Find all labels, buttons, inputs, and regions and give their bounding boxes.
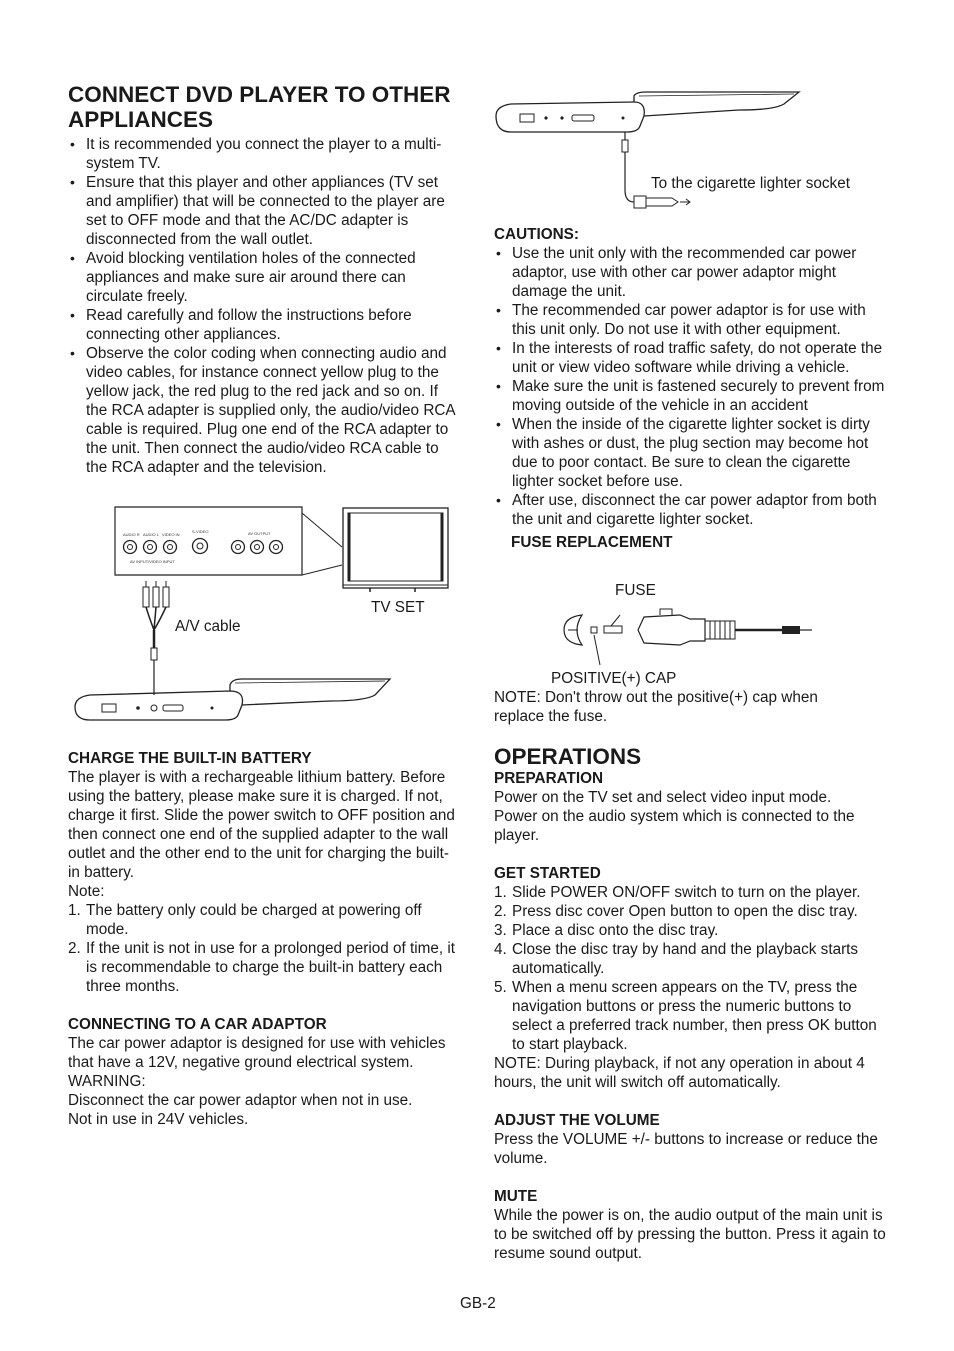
car-title: CONNECTING TO A CAR ADAPTOR (68, 1016, 327, 1033)
get-started-note: NOTE: During playback, if not any operation in about 4 hours, the unit will switch off automatically. (494, 1055, 865, 1091)
list-item: 5. When a menu screen appears on the TV, press the navigation buttons or press the numeric buttons to select a preferred track number, then press OK button to start playback. (494, 979, 877, 1053)
left-column (68, 82, 460, 477)
list-item: • Ensure that this player and other appliances (TV set and amplifier) that will be connected to the player are set to OFF mode and that the AC/DC adapter is disconnected from the wall outlet. (68, 173, 460, 249)
jack-label: VIDEO IN (162, 532, 180, 537)
cautions-list (494, 244, 886, 529)
right-column-lower (494, 688, 886, 1263)
car-warning-2: Not in use in 24V vehicles. (68, 1111, 249, 1128)
car-adapter-figure (494, 90, 814, 220)
car-text: The car power adaptor is designed for use with vehicles that have a 12V, negative ground electrical system. (68, 1035, 446, 1071)
volume-text: Press the VOLUME +/- buttons to increase or reduce the volume. (494, 1131, 878, 1167)
prep-text-1: Power on the TV set and select video input mode. (494, 789, 832, 806)
list-item: • Use the unit only with the recommended car power adaptor, use with other car power adaptor might damage the unit. (494, 244, 886, 301)
list-item: 1. Slide POWER ON/OFF switch to turn on the player. (494, 884, 861, 901)
connect-list (68, 135, 460, 477)
list-item: • Make sure the unit is fastened securely to prevent from moving outside of the vehicle in an accident (494, 377, 886, 415)
mute-text: While the power is on, the audio output of the main unit is to be switched off by pressing the button. Press it again to resume sound output. (494, 1207, 886, 1262)
charge-note-label: Note: (68, 883, 105, 900)
right-column-upper (494, 225, 886, 552)
list-item: 1. The battery only could be charged at powering off mode. (68, 902, 422, 938)
list-item: • Observe the color coding when connecting audio and video cables, for instance connect yellow plug to the yellow jack, the red plug to the red jack and so on. If the RCA adapter is supplied only, the audio/video RCA cable is required. Plug one end of the RCA adapter to the unit. Then connect the audio/video RCA cable to the RCA adapter and the television. (68, 344, 460, 477)
jack-label: AUDIO L (143, 532, 160, 537)
get-started-title: GET STARTED (494, 865, 601, 882)
list-item: 4. Close the disc tray by hand and the playback starts automatically. (494, 941, 859, 977)
list-item: 2. If the unit is not in use for a prolonged period of time, it is recommendable to charge the built-in battery each three months. (68, 940, 456, 995)
list-item: 3. Place a disc onto the disc tray. (494, 922, 719, 939)
fuse-note: NOTE: Don't throw out the positive(+) cap when replace the fuse. (494, 689, 818, 725)
list-item: • It is recommended you connect the player to a multi-system TV. (68, 135, 460, 173)
fuse-figure (560, 605, 820, 665)
cautions-title: CAUTIONS: (494, 226, 579, 243)
list-item: • In the interests of road traffic safety, do not operate the unit or view video software while driving a vehicle. (494, 339, 886, 377)
av-cable-label: A/V cable (175, 618, 241, 635)
jack-label: S-VIDEO (192, 529, 209, 534)
jack-label: AV INPUT/VIDEO INPUT (130, 559, 175, 564)
positive-cap-label: POSITIVE(+) CAP (551, 670, 677, 687)
get-started-list (494, 883, 886, 1054)
list-item: • When the inside of the cigarette lighter socket is dirty with ashes or dust, the plug section may become hot due to poor contact. Be sure to clean the cigarette lighter socket before use. (494, 415, 886, 491)
operations-title: OPERATIONS (494, 744, 642, 769)
charge-title: CHARGE THE BUILT-IN BATTERY (68, 750, 312, 767)
connect-title: CONNECT DVD PLAYER TO OTHER APPLIANCES (68, 82, 451, 132)
left-column-lower (68, 749, 460, 1129)
page-number: GB-2 (460, 1295, 496, 1312)
list-item: • Avoid blocking ventilation holes of the connected appliances and make sure air around there can circulate freely. (68, 249, 460, 306)
car-warning-1: Disconnect the car power adaptor when not in use. (68, 1092, 413, 1109)
list-item: 2. Press disc cover Open button to open the disc tray. (494, 903, 858, 920)
list-item: • The recommended car power adaptor is for use with this unit only. Do not use it with other equipment. (494, 301, 886, 339)
fuse-label: FUSE (615, 582, 656, 599)
prep-title: PREPARATION (494, 770, 604, 787)
list-item: • After use, disconnect the car power adaptor from both the unit and cigarette lighter socket. (494, 491, 886, 529)
charge-text: The player is with a rechargeable lithium battery. Before using the battery, please make sure it is charged. If not, charge it first. Slide the power switch to OFF position and then connect one end of the supplied adapter to the wall outlet and the other end to the unit for charging the built-in battery. (68, 769, 455, 881)
volume-title: ADJUST THE VOLUME (494, 1112, 660, 1129)
mute-title: MUTE (494, 1188, 538, 1205)
av-connection-figure (70, 505, 460, 730)
car-warning-label: WARNING: (68, 1073, 146, 1090)
cigarette-socket-label: To the cigarette lighter socket (651, 175, 850, 192)
jack-label: AV OUTPUT (248, 531, 271, 536)
prep-text-2: Power on the audio system which is connected to the player. (494, 808, 855, 844)
charge-notes (68, 901, 460, 996)
list-item: • Read carefully and follow the instructions before connecting other appliances. (68, 306, 460, 344)
fuse-title: FUSE REPLACEMENT (511, 534, 673, 551)
jack-label: AUDIO R (123, 532, 140, 537)
tv-set-label: TV SET (371, 599, 425, 616)
